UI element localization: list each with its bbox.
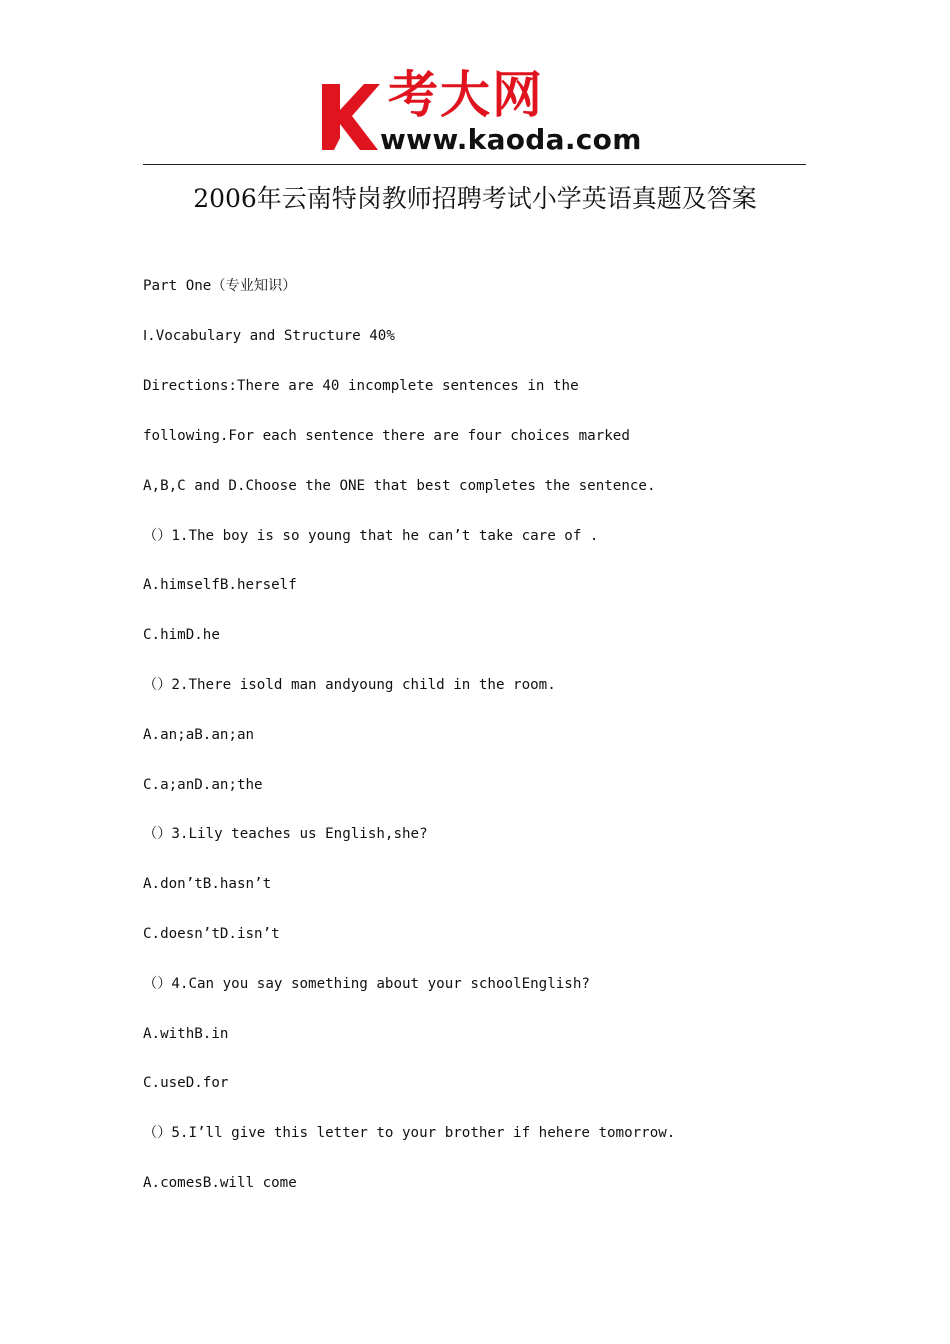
question-5-options-ab: A.comesB.will come [143, 1175, 297, 1191]
directions-line: Directions:There are 40 incomplete sentences in the [143, 378, 579, 394]
directions-line: A,B,C and D.Choose the ONE that best completes the sentence. [143, 478, 656, 494]
question-1-options-ab: A.himselfB.herself [143, 577, 297, 593]
question-2-options-ab: A.an;aB.an;an [143, 727, 255, 743]
logo-k-mark-icon [318, 80, 380, 152]
question-4: （）4.Can you say something about your schoolEnglish? [143, 976, 590, 992]
question-3-options-ab: A.don’tB.hasn’t [143, 876, 272, 892]
question-5: （）5.I’ll give this letter to your brother if hehere tomorrow. [143, 1125, 676, 1141]
question-2: （）2.There isold man andyoung child in the room. [143, 677, 556, 693]
part-heading: Part One（专业知识） [143, 278, 297, 294]
kaoda-logo [318, 66, 642, 162]
logo-brand-text: 考大网 [388, 66, 544, 124]
question-3: （）3.Lily teaches us English,she? [143, 826, 428, 842]
logo-url-text: www.kaoda.com [380, 123, 642, 156]
question-4-options-ab: A.withB.in [143, 1026, 229, 1042]
document-title: 2006年云南特岗教师招聘考试小学英语真题及答案 [193, 184, 757, 213]
question-1: （）1.The boy is so young that he can’t take care of . [143, 528, 599, 544]
header-divider [143, 164, 806, 165]
section-heading: Ⅰ.Vocabulary and Structure 40% [143, 328, 395, 344]
question-4-options-cd: C.useD.for [143, 1075, 229, 1091]
question-2-options-cd: C.a;anD.an;the [143, 777, 263, 793]
question-3-options-cd: C.doesn’tD.isn’t [143, 926, 280, 942]
question-1-options-cd: C.himD.he [143, 627, 220, 643]
directions-line: following.For each sentence there are four choices marked [143, 428, 630, 444]
